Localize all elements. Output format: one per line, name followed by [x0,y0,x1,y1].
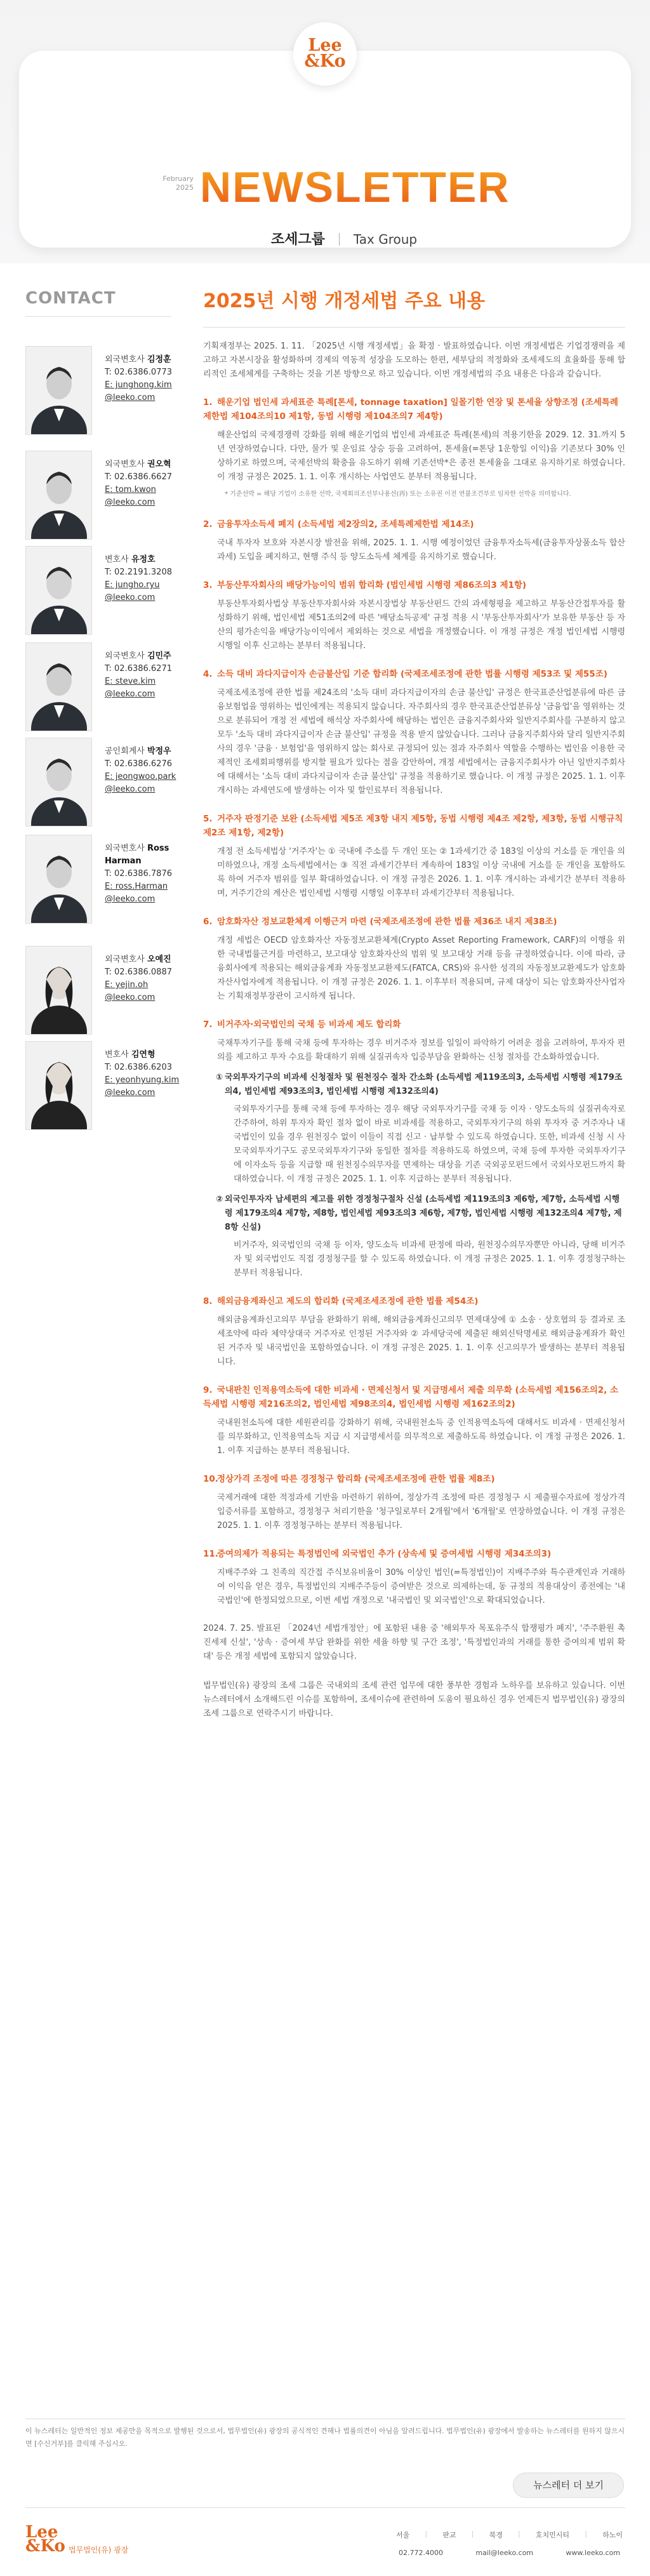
contact-role: 외국변호사 [105,955,145,964]
avatar [25,1041,92,1130]
avatar [25,835,92,924]
section-5 [203,812,625,901]
closing-paragraph-1: 2024. 7. 25. 발표된 「2024년 세법개정안」에 포함된 내용 중 '해외투자 목포유주식 합쟁평가 폐지', '주주환원 촉진세제 신설', '상속 · 증여세 부담 완화를 위한 세율 하향 및 구간 조정', '특정법인과의 거래를 통한 증여의제 범위 확대' 등은 개정 세법에 포함되지 않았습니다. [203,1624,625,1661]
section-3 [203,578,625,653]
contact-name: 권오혁 [147,460,171,469]
person-icon [26,451,92,540]
section-10 [203,1472,625,1533]
issue-date [149,175,194,192]
office-link[interactable]: 북경 [489,2531,503,2539]
contact-name: 오예진 [147,955,171,964]
contact-info [105,953,181,1004]
section-heading: 7. 비거주자·외국법인의 국채 등 비과세 제도 합리화 [203,1019,401,1030]
more-newsletters-button[interactable]: 뉴스레터 더 보기 [513,2473,624,2498]
contact-email[interactable]: E: yeonhyung.kim [105,1075,180,1085]
section-heading: 3. 부동산투자회사의 배당가능이익 범위 합리화 (법인세법 시행령 제86조의3 제1항) [203,580,527,590]
contact-card [25,642,178,744]
contact-card [25,1041,178,1143]
firm-logo[interactable] [293,22,357,86]
contact-card [25,738,178,839]
avatar [25,546,92,635]
contact-tel: T: 02.6386.7876 [105,869,172,879]
person-icon [26,1042,92,1130]
intro-block [203,340,625,382]
section-body: 해운산업의 국제경쟁력 강화를 위해 해운기업의 법인세 과세표준 특례(톤세)의 적용기한을 2029. 12. 31.까지 5년 연장하였습니다. 다만, 물가 및 운임료 상승 등을 고려하여, 톤세율(=톤당 1운항일 이익)을 기존보다 30% 인상하기로 하였으며, 국제선박의 확충을 유도하기 위해 기존선박*은 종전 톤세율을 그대로 유지하기로 하였습니다. 이 개정 규정은 2025. 1. 1. 이후 개시하는 사업연도 분부터 적용됩니다. [217,430,625,482]
group-name: 조세그룹 [270,232,325,248]
section-heading: 6. 암호화자산 정보교환체계 이행근거 마련 (국제조세조정에 관한 법률 제36조 내지 제38조) [203,917,557,927]
section-4 [203,667,625,798]
section-2 [203,517,625,564]
issue-year: 2025 [176,183,194,192]
section-body: 부동산투자회사법상 부동산투자회사와 자본시장법상 부동산펀드 간의 과세형평을 제고하고 부동산간접투자를 활성화하기 위해, 법인세법 제51조의2에 따른 '배당소득공제' 규정 적용 시 '부동산투자회사'가 보유한 부동산 등 자산의 평가손익을 배당가능이익에서 제외하는 것으로 세법을 개정했습니다. 이 개정 규정은 개정 법인세법 시행령 시행일 이후 신고하는 분부터 적용됩니다. [217,599,625,651]
contact-role: 변호사 [105,1050,129,1059]
subsection-body: 국외투자기구를 통해 국채 등에 투자하는 경우 해당 국외투자기구를 국채 등 이자 · 양도소득의 실질귀속자로 간주하여, 하위 투자자 확인 절차 없이 바로 비과세를 적용하고, 국외투자기구의 하위 투자자 중 거주자나 내국법인이 있을 경우 원천징수 없이 이들이 직접 신고 · 납부할 수 있도록 하였습니다. 또한, 비과세 신청 시 사모국외투자기구도 공모국외투자기구와 동일한 절차를 적용하도록 하였으며, 국채 등에 투자한 국외투자기구에 이자소득 등을 지급할 때 원천징수의무자를 면제하는 대상을 기존 국외공모펀드에서 국외사모펀드까지 확대하였습니다. 이 개정 규정은 2025. 1. 1. 이후 지급하는 분부터 적용됩니다. [234,1105,625,1184]
contact-card [25,451,178,552]
section-9 [203,1383,625,1458]
section-heading: 11.증여의제가 적용되는 특정법인에 외국법인 추가 (상속세 및 증여세법 시행령 제34조의3) [203,1549,552,1559]
group-divider [339,233,340,246]
contact-email-domain[interactable]: @leeko.com [105,593,156,602]
closing-paragraph-2: 법무법인(유) 광장의 조세 그룹은 국내외의 조세 관련 업무에 대한 풍부한 경험과 노하우를 보유하고 있습니다. 이번 뉴스레터에서 소개해드린 이슈를 포함하여, 조세이슈에 관련하여 도움이 필요하신 경우 언제든지 법무법인(유) 광장의 조세 그룹으로 연락주시기 바랍니다. [203,1681,625,1718]
contact-email-domain[interactable]: @leeko.com [105,1088,156,1098]
main-article [203,289,625,1718]
person-icon [26,835,92,924]
contact-info [105,458,181,509]
section-heading: 8. 해외금융계좌신고 제도의 합리화 (국제조세조정에 관한 법률 제54조) [203,1296,479,1306]
contact-role: 외국변호사 [105,844,145,853]
footer-contacts [394,2549,625,2557]
avatar [25,946,92,1035]
contact-tel: T: 02.6386.6203 [105,1063,172,1072]
office-divider: | [585,2530,587,2538]
contact-tel: T: 02.6386.6276 [105,759,172,769]
contact-email-domain[interactable]: @leeko.com [105,498,156,507]
section-7 [203,1018,625,1280]
avatar [25,451,92,540]
contact-name: 박정우 [147,747,171,756]
section-heading: 1. 해운기업 법인세 과세표준 특례[톤세, tonnage taxation] 일몰기한 연장 및 톤세율 상향조정 (조세특례제한법 제104조의10 제1항, 동법 시행령 제104조의7 제4항) [203,397,618,422]
contact-email[interactable]: E: jeongwoo.park [105,772,176,781]
contact-info [105,650,181,701]
office-divider: | [425,2530,428,2538]
contact-email-domain[interactable]: @leeko.com [105,785,156,794]
newsletter-header [0,0,650,263]
office-link[interactable]: 서울 [396,2531,410,2539]
contact-email[interactable]: E: steve.kim [105,677,156,686]
subsection-heading: ② 외국인투자자 납세편의 제고를 위한 경정청구절차 신설 (소득세법 제119조의3 제6항, 제7항, 소득세법 시행령 제179조의4 제7항, 제8항, 법인세법 제93조의3 제6항, 제7항, 법인세법 시행령 제132조의4 제7항, 제8항 신설) [216,1195,622,1232]
office-link[interactable]: 판교 [442,2531,456,2539]
contact-info [105,1049,181,1099]
title-divider [203,327,625,328]
section-body: 국내 투자자 보호와 자본시장 발전을 위해, 2025. 1. 1. 시행 예정이었던 금융투자소득세(금융투자상품소득 합산과세) 도입을 폐지하고, 현행 주식 등 양도소득세 체계를 유지하기로 했습니다. [217,538,625,562]
group-sub: Tax Group [353,232,418,247]
subsection-heading: ① 국외투자기구의 비과세 신청절차 및 원천징수 절차 간소화 (소득세법 제119조의3, 소득세법 시행령 제179조의4, 법인세법 제93조의3, 법인세법 시행령 제132조의4) [216,1073,623,1096]
section-body: 국제조세조정에 관한 법률 제24조의 '소득 대비 과다지급이자의 손금 불산입' 규정은 한국표준산업분류에 따른 금융보험업을 영위하는 법인에게는 적용되지 않습니다. 자주회사의 경우 한국표준산업분류상 '금융업'을 영위하는 것으로 분류되어 개정 전 세법에 해석상 자주회사에 해당하는 법인은 금융지주회사와 일반지주회사를 구분하지 않고 모두 '소득 대비 과다지급이자 손금 불산입' 규정을 적용 받지 않았습니다. 그러나 금융지주회사와 달리 일반지주회사의 경우 '금융 · 보험업'을 영위하지 않는 회사로 규정되어 있는 점과 자주회사 역할을 수행하는 법인을 이용한 국제적인 조세회피행위를 방지할 필요가 있다는 점을 감안하여, 개정 세법에서는 금융지주회사가 아닌 일반지주회사에 대해서는 '소득 대비 과다지급이자 손금 불산입' 규정을 적용하기로 했습니다. 이 개정 규정은 2025. 1. 1. 이후 개시하는 과세연도에 발생하는 이자 및 할인료부터 적용됩니다. [217,688,625,795]
contact-info [105,842,181,906]
section-body: 국채투자기구를 통해 국채 등에 투자하는 경우 비거주자 정보를 일일이 파악하기 어려운 점을 고려하여, 투자자 편의를 제고하고 투자 수요를 확대하기 위해 실질귀속자 입증부담을 완화하는 신청 절차를 간소화하였습니다. [217,1039,625,1062]
newsletter-title: NEWSLETTER [200,163,510,211]
person-icon [26,547,92,635]
section-heading: 4. 소득 대비 과다지급이자 손금불산입 기준 합리화 (국제조세조정에 관한 법률 시행령 제53조 및 제55조) [203,669,607,679]
closing-block-1 [203,1622,625,1664]
contact-email[interactable]: E: yejin.oh [105,980,149,990]
contact-tel: T: 02.6386.6271 [105,664,172,674]
contact-email[interactable]: E: jungho.ryu [105,580,160,590]
contact-tel: T: 02.6386.0773 [105,368,172,377]
article-title: 2025년 시행 개정세법 주요 내용 [203,290,486,312]
contact-name: 김정훈 [147,355,171,364]
contact-email-domain[interactable]: @leeko.com [105,993,156,1002]
contact-card [25,546,178,647]
section-note: * 기준선박 = 해당 기업이 소유한 선박, 국제회의조선부나용선(再) 또는 소유권 이전 연불조건부로 임차한 선박을 의미합니다. [225,491,571,498]
section-1 [203,395,625,500]
avatar [25,738,92,827]
office-list [394,2530,625,2540]
contact-name: 유정호 [131,555,156,564]
disclaimer: 이 뉴스레터는 일반적인 정보 제공만을 목적으로 발행된 것으로서, 법무법인(유) 광장의 공식적인 견해나 법률의견이 아님을 알려드립니다. 법무법인(유) 광장에서 발송하는 뉴스레터를 원하지 않으시면 [수신거부]를 클릭해 주십시오. [25,2427,625,2448]
contact-email-domain[interactable]: @leeko.com [105,689,156,699]
contact-role: 외국변호사 [105,651,145,661]
section-8 [203,1294,625,1369]
contact-info [105,554,181,604]
contact-email[interactable]: E: ross.Harman [105,882,168,891]
contact-card [25,835,178,936]
contact-role: 변호사 [105,555,129,564]
person-icon [26,347,92,435]
section-11 [203,1547,625,1608]
section-body: 지배주주와 그 친족의 직간접 주식보유비율이 30% 이상인 법인(=특정법인)이 지배주주와 특수관계인과 거래하여 이익을 얻은 경우, 특정법인의 지배주주등이 증여받은 것으로 의제하는데, 동 규정의 적용대상이 종전에는 '내국법인'에 한정되었으므로, 이번 세법 개정으로 '내국법인 및 외국법인'으로 확대되었습니다. [217,1568,625,1605]
contact-email[interactable]: E: junghong.kim [105,380,172,390]
section-heading: 10.정상가격 조정에 따른 경정청구 합리화 (국제조세조정에 관한 법률 제8조) [203,1474,495,1484]
office-link[interactable]: 호치민시티 [535,2531,570,2539]
footer-divider-bottom [25,2507,625,2508]
contact-info [105,354,181,404]
contact-email-domain[interactable]: @leeko.com [105,393,156,402]
contact-email-domain[interactable]: @leeko.com [105,894,156,904]
section-body: 개정 전 소득세법상 '거주자'는 ① 국내에 주소를 두 개인 또는 ② 1과세기간 중 183일 이상의 거소를 둔 개인을 의미하였으나, 개정 소득세법에서는 ③ 직전 과세기간부터 계속하여 183일 이상 국내에 거소를 둔 개인을 포함하도록 하여 거주자 범위를 일부 확대하였습니다. 이 개정 규정은 2026. 1. 1. 이후 개시하는 과세기간 분부터 적용하며, 거주기간의 계산은 법인세법 시행령 시행일 이후부터 과세기간부터 적용됩니다. [217,847,625,898]
logo-text: Lee &Ko [304,36,346,71]
person-icon [26,738,92,827]
group-line [19,229,650,248]
subsection-body: 비거주자, 외국법인의 국채 등 이자, 양도소득 비과세 판정에 따라, 원천징수의무자뿐만 아니라, 당해 비거주자 및 외국법인도 직접 경정청구를 할 수 있도록 하였습니다. 이 개정 규정은 2025. 1. 1. 이후 경정청구하는 분부터 적용됩니다. [234,1240,625,1278]
contact-tel: T: 02.2191.3208 [105,568,172,577]
contact-info [105,745,181,796]
contact-card [25,346,178,448]
section-heading: 2. 금융투자소득세 폐지 (소득세법 제2장의2, 조세특례제한법 제14조) [203,519,474,529]
contact-name: Ross Harman [105,844,169,866]
section-body: 국내원천소득에 대한 세원관리를 강화하기 위해, 국내원천소득 중 인적용역소득에 대해서도 비과세 · 면제신청서를 의무화하고, 인적용역소득 지급 시 지급명세서를 의무적으로 제출하도록 하였습니다. 이 개정 규정은 2026. 1. 1. 이후 지급하는 분부터 적용됩니다. [217,1418,625,1456]
avatar [25,346,92,435]
issue-month: February [162,175,194,183]
section-body: 개정 세법은 OECD 암호화자산 자동정보교환체계(Crypto Asset Reporting Framework, CARF)의 이행을 위한 국내법률근거를 마련하고, 보고대상 암호화자산의 범위 및 보고대상 거래 등을 규정하였습니다. 이에 따라, 금융회사에게 적용되는 해외금융계좌 자동정보교환제도(FATCA, CRS)와 유사한 성격의 자동정보교환제도가 암호화자산사업자에게 적용됩니다. 이 개정 규정은 2026. 1. 1. 이후부터 적용되며, 규제 대상이 되는 암호화자산사업자는 기획재정부장관이 고시하게 됩니다. [217,936,625,1001]
contact-role: 외국변호사 [105,355,145,364]
contact-name: 김민주 [147,651,171,661]
section-heading: 5. 거주자 판정기준 보완 (소득세법 제5조 제3항 내지 제5항, 동법 시행령 제4조 제2항, 제3항, 동법 시행규칙 제2조 제1항, 제2항) [203,814,623,838]
contact-role: 외국변호사 [105,460,145,469]
section-body: 국제거래에 대한 적정과세 기반을 마련하기 위하여, 정상가격 조정에 따른 경정청구 시 제출필수자료에 정상가격 입증서류를 포함하고, 경정청구 처리기한을 '청구일로부터 2개월'에서 '6개월'로 연장하였습니다. 이 개정 규정은 2025. 1. 1. 이후 경정청구하는 분부터 적용됩니다. [217,1493,625,1530]
closing-block-2 [203,1679,625,1721]
person-icon [26,643,92,731]
contact-divider [25,316,171,317]
person-icon [26,946,92,1035]
contact-tel: T: 02.6386.0887 [105,967,172,977]
section-heading: 9. 국내판친 인적용역소득에 대한 비과세 · 면제신청서 및 지급명세서 제출 의무화 (소득세법 제156조의2, 소득세법 시행령 제216조의2, 법인세법 제98조의4, 법인세법 시행령 제162조의2) [203,1385,619,1409]
footer-logo[interactable]: Lee &Ko [25,2523,65,2556]
footer-firm-name: 법무법인(유) 광장 [69,2546,129,2554]
contact-card [25,946,178,1047]
contact-tel: T: 02.6386.6627 [105,472,172,482]
contact-heading: CONTACT [25,289,116,308]
section-6 [203,915,625,1004]
contact-role: 공인회계사 [105,747,145,756]
footer-tel[interactable]: 02.772.4000 [399,2549,443,2557]
contact-name: 김연형 [131,1050,156,1059]
intro-paragraph: 기획재정부는 2025. 1. 11. 「2025년 시행 개정세법」을 확정 · 발표하였습니다. 이번 개정세법은 기업경쟁력을 제고하고 자본시장을 활성화하며 경제의 역동적 성장을 도모하는 한편, 세부담의 적정화와 조세제도의 효율화를 통해 합리적인 조세체계를 구축하는 것을 기본 방향으로 하고 있습니다. 이번 개정세법의 주요 내용은 다음과 같습니다. [203,342,625,379]
avatar [25,642,92,731]
office-divider: | [471,2530,474,2538]
office-link[interactable]: 하노이 [602,2531,623,2539]
footer-email[interactable]: mail@leeko.com [475,2549,534,2557]
contact-email[interactable]: E: tom.kwon [105,485,156,495]
section-body: 해외금융계좌신고의무 부담을 완화하기 위해, 해외금융계좌신고의무 면제대상에 ① 소송 · 상호협의 등 결과로 조세조약에 따라 체약상대국 거주자로 인정된 거주자와 ② 과세당국에 제출된 해외신탁명세로 해외금융계좌가 확인된 거주자 및 내국법인을 포함하였습니다. 이 개정 규정은 2025. 1. 1. 이후 신고의무가 발생하는 분부터 적용됩니다. [217,1315,625,1367]
office-divider: | [518,2530,521,2538]
footer-web[interactable]: www.leeko.com [566,2549,620,2557]
